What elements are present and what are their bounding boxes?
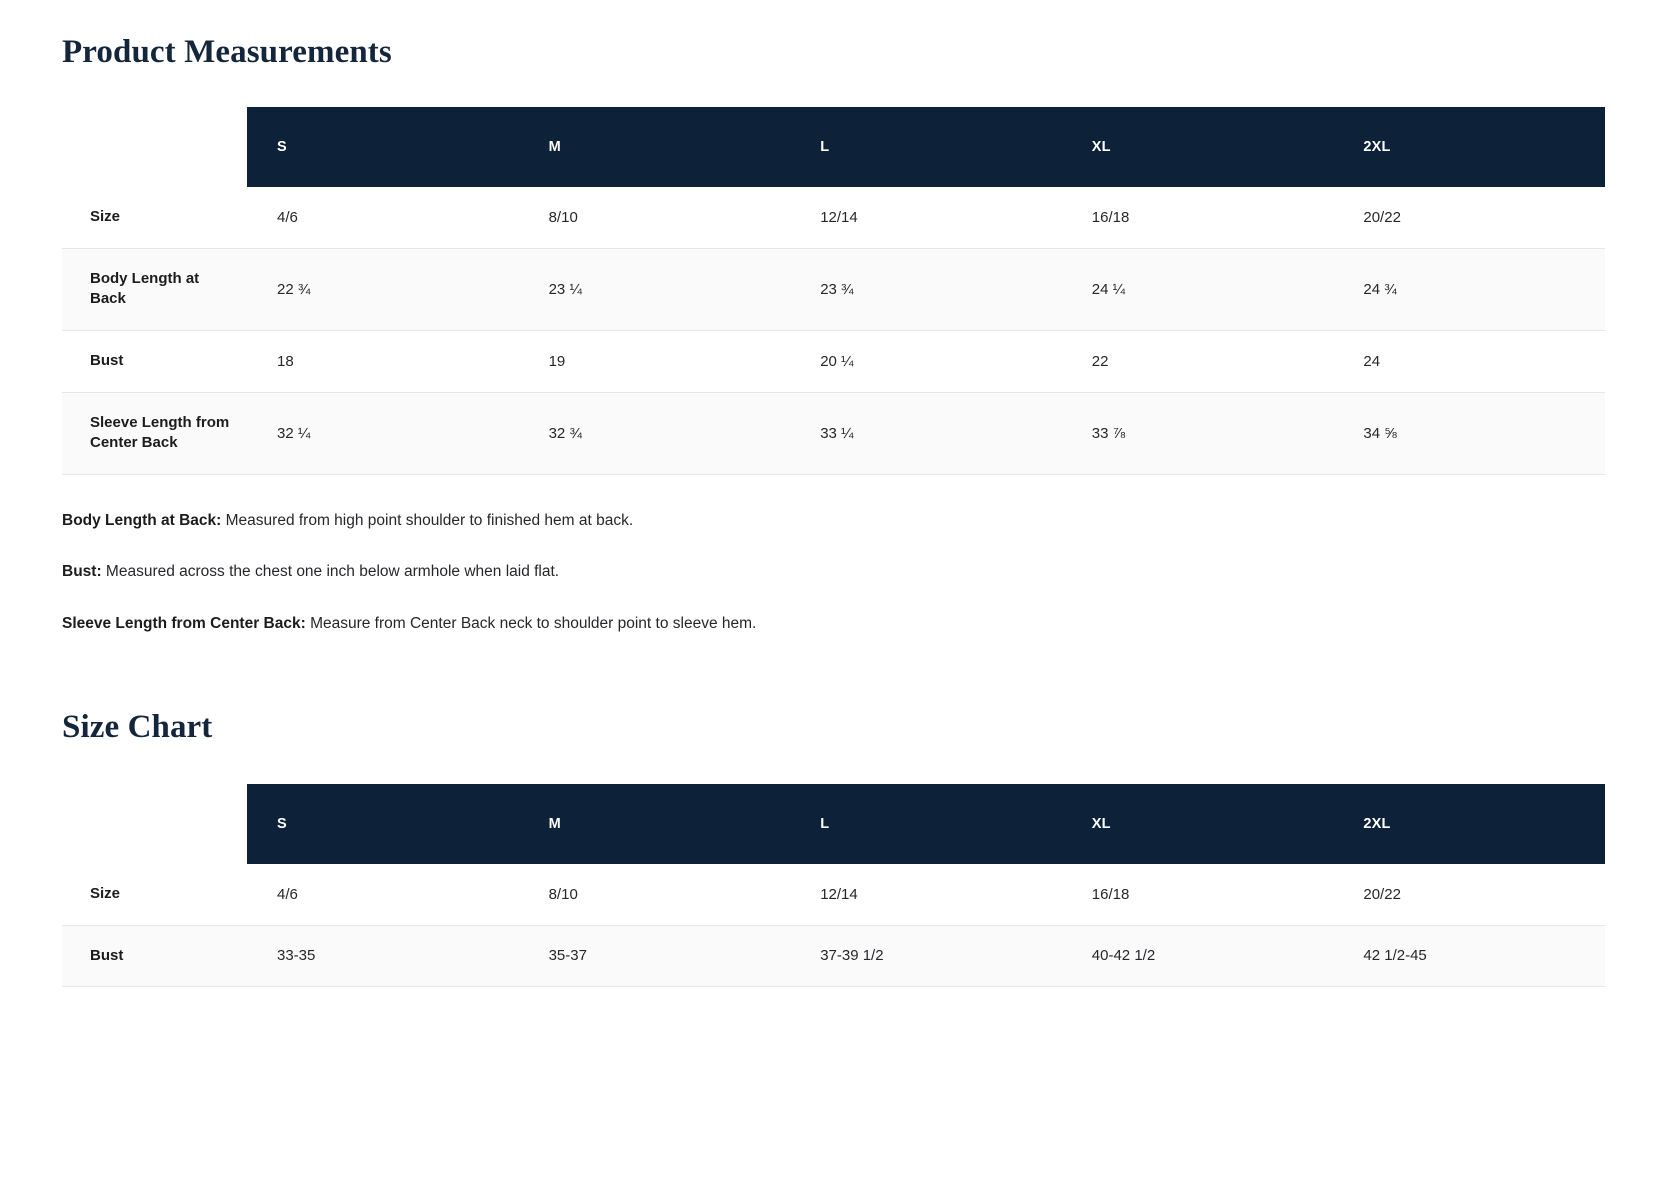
note-term: Sleeve Length from Center Back: bbox=[62, 614, 306, 632]
cell-size-s: 4/6 bbox=[277, 885, 298, 903]
cell-bust-s: 33-35 bbox=[247, 925, 519, 987]
cell-sleeve-length-2xl: 34 ⅝ bbox=[1333, 392, 1605, 474]
cell-size-m: 8/10 bbox=[548, 208, 578, 226]
cell-size-2xl: 20/22 bbox=[1363, 885, 1401, 903]
cell-body-length-m: 23 ¼ bbox=[519, 248, 791, 330]
cell-bust-2xl: 42 1/2-45 bbox=[1333, 925, 1605, 987]
note-term: Bust: bbox=[62, 563, 102, 581]
column-header-m: M bbox=[519, 784, 791, 864]
column-header-xl: XL bbox=[1062, 784, 1334, 864]
note-text: Measure from Center Back neck to shoulder point to sleeve hem. bbox=[305, 614, 757, 632]
cell-bust-xl: 22 bbox=[1091, 352, 1109, 370]
column-header-s: S bbox=[247, 107, 519, 187]
note-bust bbox=[62, 560, 1605, 583]
column-header-blank bbox=[62, 107, 247, 187]
note-term: Body Length at Back: bbox=[62, 512, 222, 530]
row-label-size: Size bbox=[90, 208, 121, 225]
size-chart-table bbox=[62, 784, 1605, 987]
cell-body-length-s: 22 ¾ bbox=[247, 248, 519, 330]
cell-size-m: 8/10 bbox=[548, 885, 578, 903]
column-header-xl: XL bbox=[1062, 107, 1334, 187]
table-header bbox=[62, 107, 1605, 187]
cell-body-length-l: 23 ¾ bbox=[790, 248, 1062, 330]
column-header-blank bbox=[62, 784, 247, 864]
cell-sleeve-length-m: 32 ¾ bbox=[519, 392, 791, 474]
column-header-s: S bbox=[247, 784, 519, 864]
cell-sleeve-length-l: 33 ¼ bbox=[790, 392, 1062, 474]
cell-size-2xl: 20/22 bbox=[1363, 208, 1401, 226]
table-body bbox=[62, 187, 1605, 475]
cell-size-l: 12/14 bbox=[820, 885, 858, 903]
cell-size-s: 4/6 bbox=[277, 208, 298, 226]
column-header-2xl: 2XL bbox=[1333, 107, 1605, 187]
page-title: Product Measurements bbox=[62, 34, 392, 70]
table-row bbox=[62, 925, 1605, 987]
row-label-bust: Bust bbox=[62, 925, 247, 987]
cell-body-length-xl: 24 ¼ bbox=[1062, 248, 1334, 330]
note-body-length bbox=[62, 509, 1605, 532]
table-row bbox=[62, 392, 1605, 474]
cell-bust-xl: 40-42 1/2 bbox=[1062, 925, 1334, 987]
table-row bbox=[62, 331, 1605, 393]
size-chart-title: Size Chart bbox=[62, 708, 213, 745]
cell-body-length-2xl: 24 ¾ bbox=[1333, 248, 1605, 330]
table-header-row bbox=[62, 107, 1605, 187]
row-label-sleeve-length-from-center-back: Sleeve Length from Center Back bbox=[62, 392, 247, 474]
cell-size-xl: 16/18 bbox=[1091, 208, 1130, 226]
table-header-row bbox=[62, 784, 1605, 864]
row-label-body-length-at-back: Body Length at Back bbox=[62, 248, 247, 330]
table-row bbox=[62, 864, 1605, 925]
column-header-2xl: 2XL bbox=[1333, 784, 1605, 864]
cell-bust-s: 18 bbox=[277, 352, 294, 370]
column-header-l: L bbox=[790, 784, 1062, 864]
table-row bbox=[62, 248, 1605, 330]
cell-bust-m: 35-37 bbox=[519, 925, 791, 987]
note-text: Measured across the chest one inch below armhole when laid flat. bbox=[101, 563, 560, 581]
cell-sleeve-length-s: 32 ¼ bbox=[247, 392, 519, 474]
cell-bust-m: 19 bbox=[548, 352, 566, 370]
cell-size-l: 12/14 bbox=[820, 208, 858, 226]
cell-sleeve-length-xl: 33 ⅞ bbox=[1062, 392, 1334, 474]
table-header bbox=[62, 784, 1605, 864]
column-header-l: L bbox=[790, 107, 1062, 187]
cell-size-xl: 16/18 bbox=[1091, 885, 1130, 903]
note-text: Measured from high point shoulder to finished hem at back. bbox=[221, 512, 634, 530]
product-measurements-table bbox=[62, 107, 1605, 475]
cell-bust-2xl: 24 bbox=[1363, 352, 1381, 370]
column-header-m: M bbox=[519, 107, 791, 187]
table-row bbox=[62, 187, 1605, 248]
table-body bbox=[62, 864, 1605, 987]
size-chart-table-wrapper bbox=[62, 784, 1605, 987]
note-sleeve-length bbox=[62, 612, 1605, 635]
cell-bust-l: 37-39 1/2 bbox=[790, 925, 1062, 987]
product-measurements-table-wrapper bbox=[62, 107, 1605, 475]
row-label-bust: Bust bbox=[90, 352, 124, 370]
cell-bust-l: 20 ¼ bbox=[820, 352, 854, 370]
measurement-notes bbox=[62, 509, 1605, 635]
row-label-size: Size bbox=[90, 884, 121, 902]
